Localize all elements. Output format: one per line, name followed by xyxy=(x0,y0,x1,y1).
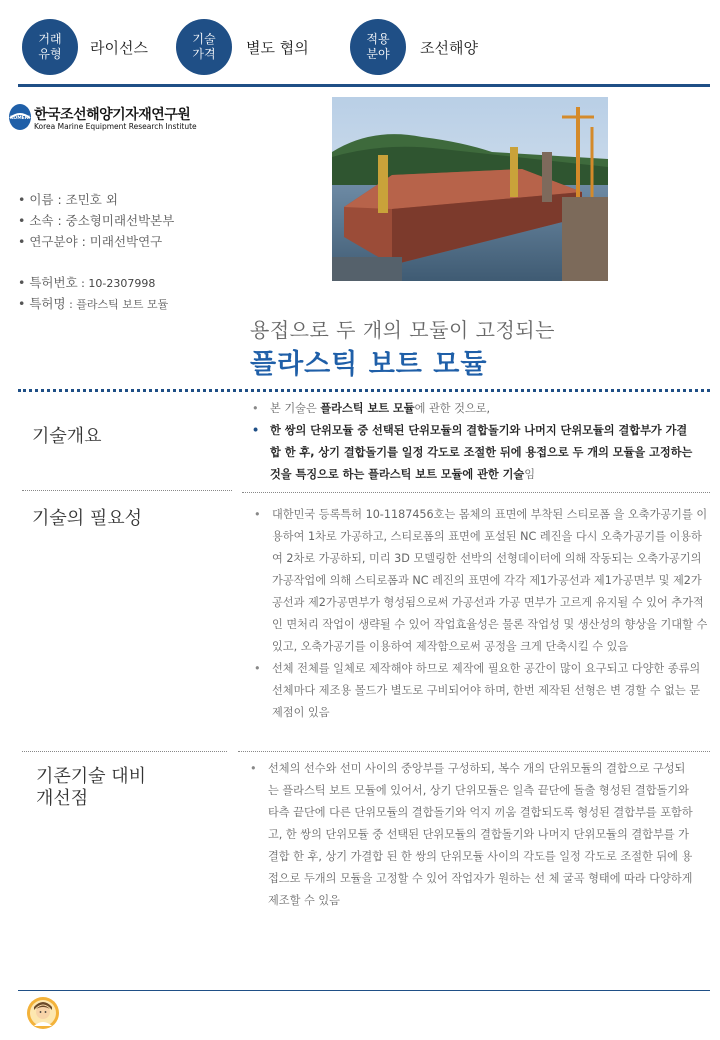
deal-type-value: 라이선스 xyxy=(90,39,148,57)
tech-price-label-2: 가격 xyxy=(192,47,216,61)
page-title: 플라스틱 보트 모듈 xyxy=(250,349,488,380)
improvement-title-1: 기존기술 대비 xyxy=(36,766,147,787)
subtitle: 용접으로 두 개의 모듈이 고정되는 xyxy=(250,318,555,342)
application-field-badge xyxy=(350,19,406,75)
application-field-label-2: 분야 xyxy=(366,47,390,61)
avatar-icon xyxy=(26,996,60,1030)
necessity-b1: 대한민국 등록특허 10-1187456호는 몸체의 표면에 부착된 스티로폼 을 오축가공기를 이용하여 1차로 가공하고, 스티로폼의 표면에 포설된 NC 레진을 다시 오축가공기를 이용하여 2차로 가공하되, 미리 3D 모델링한 선박의 선형데이터에 의해 작동되는 오축가공기의 가공작업에 의해 스티로폼과 NC 레진의 표면에 각각 제1가공선과 제1가공면부 및 제2가공선과 제2가공면부가 형성됨으로써 가공선과 가공 면부가 고르게 유지될 수 있어 추가적인 면처리 작업이 생략될 수 있어 작업효율성은 물론 작업성 및 생산성의 향상을 기대할 수 있고, 오축가공기를 이용하여 제작함으로써 공정을 크게 단축시킬 수 있음 xyxy=(272,508,708,653)
header-divider xyxy=(18,84,710,87)
necessity-list xyxy=(254,504,708,724)
section-divider xyxy=(22,490,232,491)
list-item: • 본 기술은 플라스틱 보트 모듈에 관한 것으로, xyxy=(252,402,491,415)
overview-list xyxy=(252,398,695,486)
deal-type-label-1: 거래 xyxy=(38,32,62,46)
org-name-en: Korea Marine Equipment Research Institute xyxy=(34,122,197,131)
list-item: • 선체의 선수와 선미 사이의 중앙부를 구성하되, 복수 개의 단위모듈의 결합으로 구성되는 플라스틱 보트 모듈에 있어서, 상기 단위모듈은 일측 끝단에 돌출 형성된 결합돌기와 타측 끝단에 다른 단위모듈의 결합돌기와 억지 끼움 결합되도록 형성된 결합부를 포함하고, 한 쌍의 단위모듈 중 선택된 단위모듈의 결합돌기와 나머지 단위모듈의 결합부를 가결합 한 후, 상기 가결합 된 한 쌍의 단위모듈 사이의 각도를 일정 각도로 조절한 뒤에 용접으로 두개의 모듈을 고정할 수 있어 작업자가 원하는 선 체 굴곡 형태에 따라 다양하게 제조할 수 있음 xyxy=(250,762,693,907)
footer-divider xyxy=(18,990,710,991)
deal-type-label-2: 유형 xyxy=(38,47,62,61)
improvement-b1: 선체의 선수와 선미 사이의 중앙부를 구성하되, 복수 개의 단위모듈의 결합으로 구성되는 플라스틱 보트 모듈에 있어서, 상기 단위모듈은 일측 끝단에 돌출 형성된 결합돌기와 타측 끝단에 다른 단위모듈의 결합돌기와 억지 끼움 결합되도록 형성된 결합부를 포함하고, 한 쌍의 단위모듈 중 선택된 단위모듈의 결합돌기와 나머지 단위모듈의 결합부를 가결합 한 후, 상기 가결합 된 한 쌍의 단위모듈 사이의 각도를 일정 각도로 조절한 뒤에 용접으로 두개의 모듈을 고정할 수 있어 작업자가 원하는 선 체 굴곡 형태에 따라 다양하게 제조할 수 있음 xyxy=(268,762,693,907)
patent-number xyxy=(18,273,155,291)
application-field-label-1: 적용 xyxy=(366,32,390,46)
overview-b1-bold: 플라스틱 보트 모듈 xyxy=(320,402,415,415)
title-divider xyxy=(18,389,710,392)
list-item: • 대한민국 등록특허 10-1187456호는 몸체의 표면에 부착된 스티로폼 을 오축가공기를 이용하여 1차로 가공하고, 스티로폼의 표면에 포설된 NC 레진을 다시 오축가공기를 이용하여 2차로 가공하되, 미리 3D 모델링한 선박의 선형데이터에 의해 작동되는 오축가공기의 가공작업에 의해 스티로폼과 NC 레진의 표면에 각각 제1가공선과 제1가공면부 및 제2가공선과 제2가공면부가 형성됨으로써 가공선과 가공 면부가 고르게 유지될 수 있어 추가적인 면처리 작업이 생략될 수 있어 작업효율성은 물론 작업성 및 생산성의 향상을 기대할 수 있고, 오축가공기를 이용하여 제작함으로써 공정을 크게 단축시킬 수 있음 xyxy=(254,508,708,653)
necessity-b2: 선체 전체를 일체로 제작해야 하므로 제작에 필요한 공간이 많이 요구되고 다양한 종류의 선체마다 제조용 몰드가 별도로 구비되어야 하며, 한번 제작된 선형은 변 경할 수 없는 문제점이 있음 xyxy=(272,662,701,719)
tech-price-label-1: 기술 xyxy=(192,32,216,46)
section-divider xyxy=(22,751,227,752)
section-divider xyxy=(238,751,710,752)
patent-number-value: : 10-2307998 xyxy=(77,277,156,290)
overview-b1-pre: 본 기술은 xyxy=(270,402,321,415)
necessity-title: 기술의 필요성 xyxy=(32,508,143,529)
deal-type-badge xyxy=(22,19,78,75)
list-item: • 선체 전체를 일체로 제작해야 하므로 제작에 필요한 공간이 많이 요구되고 다양한 종류의 선체마다 제조용 몰드가 별도로 구비되어야 하며, 한번 제작된 선형은 변 경할 수 없는 문제점이 있음 xyxy=(254,662,701,719)
floating-dock-image xyxy=(332,97,608,281)
tech-price-value: 별도 협의 xyxy=(246,39,309,57)
overview-b2-post: 임 xyxy=(524,468,536,481)
application-field-value: 조선해양 xyxy=(420,39,478,57)
komeri-logo-icon xyxy=(8,102,32,132)
patent-name xyxy=(18,294,168,312)
overview-b1-post: 에 관한 것으로, xyxy=(414,402,491,415)
patent-number-label: • 특허번호 xyxy=(18,275,78,290)
inventor-affiliation: • 소속 : 중소형미래선박본부 xyxy=(18,213,175,228)
patent-name-label: • 특허명 xyxy=(18,296,66,311)
improvement-title xyxy=(36,766,146,810)
patent-name-value: : 플라스틱 보트 모듈 xyxy=(65,298,169,311)
tech-price-badge xyxy=(176,19,232,75)
org-name-kr: 한국조선해양기자재연구원 xyxy=(34,107,191,123)
overview-title: 기술개요 xyxy=(32,426,102,447)
product-photo xyxy=(332,97,608,281)
improvement-title-2: 개선점 xyxy=(36,788,89,809)
overview-b2-bold: 한 쌍의 단위모듈 중 선택된 단위모듈의 결합돌기와 나머지 단위모듈의 결합부가 가결합 한 후, 상기 결합돌기를 일정 각도로 조절한 뒤에 용접으로 두 개의 모듈을 고정하는 것을 특징으로 하는 플라스틱 보트 모듈에 관한 기술 xyxy=(270,424,693,481)
inventor-field: • 연구분야 : 미래선박연구 xyxy=(18,234,163,249)
inventor-name: • 이름 : 조민호 외 xyxy=(18,192,118,207)
improvement-list xyxy=(250,758,696,912)
section-divider xyxy=(242,492,710,493)
logo-text: KOMERI xyxy=(10,116,30,121)
list-item: • 한 쌍의 단위모듈 중 선택된 단위모듈의 결합돌기와 나머지 단위모듈의 결합부가 가결합 한 후, 상기 결합돌기를 일정 각도로 조절한 뒤에 용접으로 두 개의 모듈을 고정하는 것을 특징으로 하는 플라스틱 보트 모듈에 관한 기술임 xyxy=(252,424,693,481)
